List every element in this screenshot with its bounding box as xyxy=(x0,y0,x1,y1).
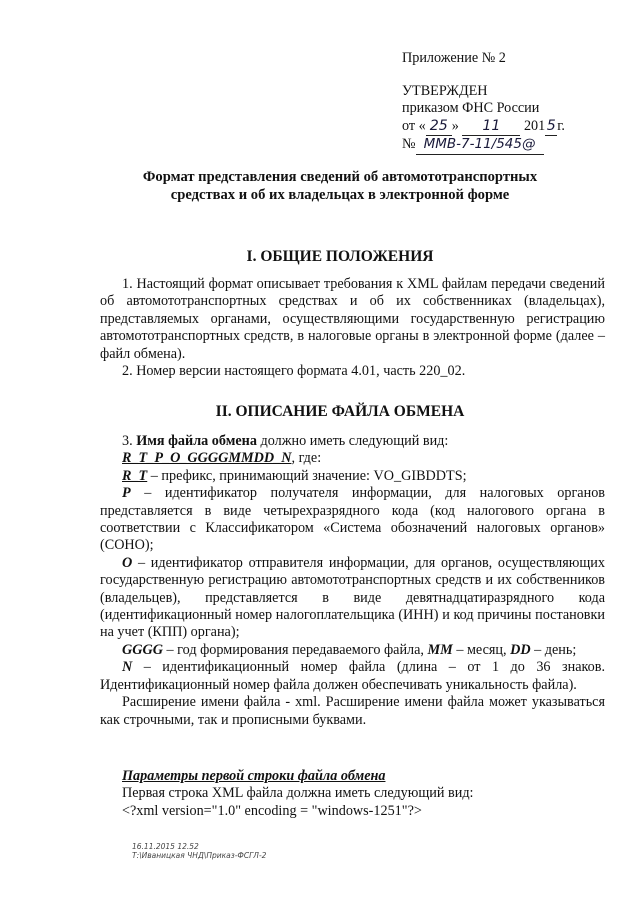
term-n: N xyxy=(122,659,133,676)
term-mm: MM xyxy=(427,641,453,658)
definition-p: P – идентификатор получателя информации, для налоговых органов представляется в виде четырехразрядного кода (код налогового органа в соответствии с Классификатором «Система обозначений налоговых органов» (СОНО); xyxy=(100,485,605,554)
params-heading: Параметры первой строки файла обмена xyxy=(122,768,386,784)
document-title-line2: средствах и об их владельцах в электронной форме xyxy=(170,187,510,203)
appendix-label: Приложение № 2 xyxy=(402,50,506,66)
definition-rt: R_T – префикс, принимающий значение: VO_GIBDDTS; xyxy=(122,467,467,484)
document-title-line1: Формат представления сведений об автомототранспортных xyxy=(142,169,538,185)
extension-paragraph: Расширение имени файла - xml. Расширение имени файла может указываться как строчными, так и прописными буквами. xyxy=(100,694,605,728)
paragraph-1: 1. Настоящий формат описывает требования к XML файлам передачи сведений об автомототранспортных средствах и об их собственниках (владельцах), представляемых органами, осуществляющими государственную регистрацию автомототранспортных средств, в налоговые органы в электронной форме (далее – файл обмена). xyxy=(100,276,605,362)
handwritten-day: 25 xyxy=(426,118,452,137)
pattern-code: R_T_P_O_GGGGMMDD_N xyxy=(122,450,292,467)
file-name-pattern: R_T_P_O_GGGGMMDD_N, где: xyxy=(122,450,322,467)
paragraph-2: 2. Номер версии настоящего формата 4.01, часть 220_02. xyxy=(122,363,466,380)
order-date: от « 25 » 11 2015г. xyxy=(402,118,627,137)
params-line-2: <?xml version="1.0" encoding = "windows-1251"?> xyxy=(122,802,422,819)
paragraph-3: 3. Имя файла обмена должно иметь следующий вид: xyxy=(122,433,449,449)
definition-n: N – идентификационный номер файла (длина – от 1 до 36 знаков. Идентификационный номер файла должен обеспечивать уникальность файла). xyxy=(100,659,605,693)
term-gggg: GGGG xyxy=(122,641,163,658)
term-o: O xyxy=(122,554,133,571)
section-heading-general: I. ОБЩИЕ ПОЛОЖЕНИЯ xyxy=(246,248,434,265)
order-number: № ММВ-7-11/545@ xyxy=(402,136,627,155)
definition-date: GGGG – год формирования передаваемого файла, MM – месяц, DD – день; xyxy=(122,641,577,658)
print-stamp-date: 16.11.2015 12.52 xyxy=(132,842,199,851)
order-line: приказом ФНС России xyxy=(402,100,540,116)
term-dd: DD xyxy=(510,641,531,658)
term-p: P xyxy=(122,485,131,502)
definition-o: O – идентификатор отправителя информации, для органов, осуществляющих государственную регистрацию автомототранспортных средств и их собственников (владельцев), представляется в виде девятнадцатиразрядного кода (идентификационный номер налогоплательщика (ИНН) и код причины постановки на учет (КПП) органа); xyxy=(100,554,605,641)
print-stamp-path: Т:\Иваницкая ЧНД\Приказ-ФСГЛ-2 xyxy=(132,851,267,860)
handwritten-order-number: ММВ-7-11/545@ xyxy=(416,136,544,155)
handwritten-year-digit: 5 xyxy=(545,118,557,137)
print-stamp xyxy=(132,842,266,860)
term-rt: R_T xyxy=(122,467,148,484)
section-exchange-body xyxy=(100,433,605,729)
section-heading-exchange-file: II. ОПИСАНИЕ ФАЙЛА ОБМЕНА xyxy=(215,403,465,420)
approval-block xyxy=(402,50,627,155)
approved-label: УТВЕРЖДЕН xyxy=(402,82,488,99)
section-general-body xyxy=(100,276,605,380)
params-line-1: Первая строка XML файла должна иметь следующий вид: xyxy=(122,785,474,802)
term-file-name: Имя файла обмена xyxy=(136,433,257,449)
document-title xyxy=(120,168,560,204)
params-block xyxy=(100,768,605,820)
handwritten-month: 11 xyxy=(462,118,520,137)
